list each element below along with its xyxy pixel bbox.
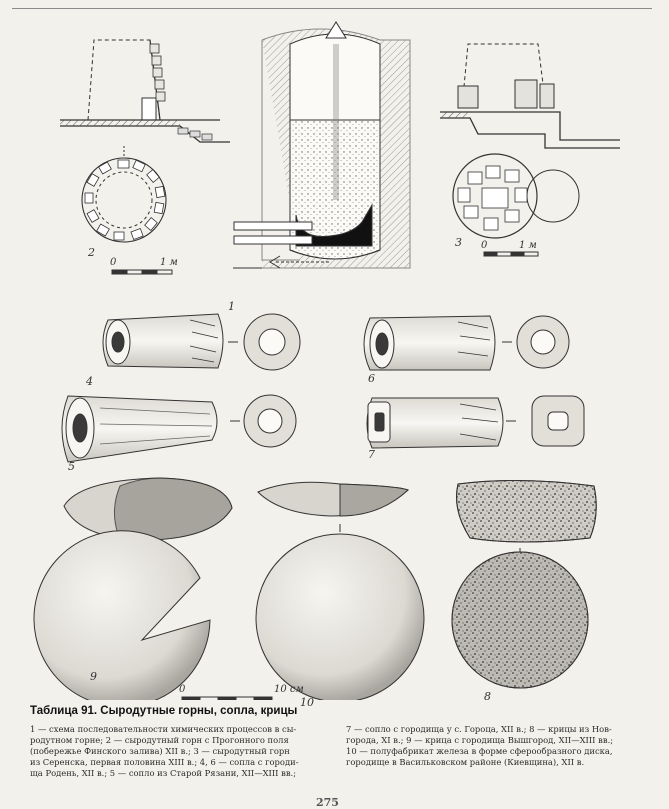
figure-7-nozzle (367, 396, 584, 448)
figure-8-bloom (452, 480, 596, 688)
figure-4-nozzle (103, 314, 300, 370)
scale-2-end: 1 м (519, 240, 537, 251)
figure-6-nozzle (364, 316, 569, 370)
figure-label-10: 10 (300, 696, 314, 709)
figure-3-furnace (440, 44, 620, 238)
caption-line: 7 — сопло с городища у с. Гороца, XII в.; 8 — крицы из Нов- (346, 724, 612, 734)
figure-label-5: 5 (68, 460, 75, 473)
figure-9-bloom (34, 478, 232, 700)
figure-label-9: 9 (90, 670, 97, 683)
figure-label-2: 2 (88, 246, 95, 259)
figure-label-7: 7 (368, 448, 375, 461)
caption-title: Таблица 91. Сыродутные горны, сопла, крицы (30, 705, 298, 717)
scale-bar-2 (484, 252, 538, 256)
scale-bar-3 (182, 697, 272, 700)
figure-2-furnace (60, 40, 230, 242)
scale-1-end: 1 м (160, 257, 178, 268)
caption-line: ща Родень, XII в.; 5 — сопло из Старой Рязани, XII—XIII вв.; (30, 768, 297, 778)
figure-label-6: 6 (368, 372, 375, 385)
scale-3-zero: 0 (179, 684, 186, 695)
figure-label-3: 3 (455, 236, 462, 249)
caption-line: городище в Васильковском районе (Киевщина), XII в. (346, 757, 585, 767)
caption-line: 10 — полуфабрикат железа в форме сферообразного диска, (346, 746, 613, 756)
caption-right-column (346, 724, 642, 768)
scale-bar-1 (112, 270, 172, 274)
caption-line: родутном горне; 2 — сыродутный горн с Прогонного поля (30, 735, 289, 745)
scale-2-zero: 0 (481, 240, 488, 251)
caption-line: города, XI в.; 9 — крица с городища Вышгород, XII—XIII вв.; (346, 735, 614, 745)
figure-5-nozzle (62, 395, 296, 462)
figure-label-4: 4 (86, 375, 93, 388)
caption-line: 1 — схема последовательности химических процессов в сы- (30, 724, 297, 734)
caption-line: из Серенска, первая половина XIII в.; 4, 6 — сопла с городи- (30, 757, 299, 767)
caption-left-column (30, 724, 328, 779)
scale-1-zero: 0 (110, 257, 117, 268)
scale-3-end: 10 см (274, 684, 304, 695)
figure-label-8: 8 (484, 690, 491, 703)
page-number: 275 (316, 796, 339, 809)
caption-line: (побережье Финского залива) XII в.; 3 — сыродутный горн (30, 746, 290, 756)
figure-1-scheme (233, 22, 410, 268)
figure-label-1: 1 (228, 300, 235, 313)
figure-10-disc (256, 482, 424, 700)
